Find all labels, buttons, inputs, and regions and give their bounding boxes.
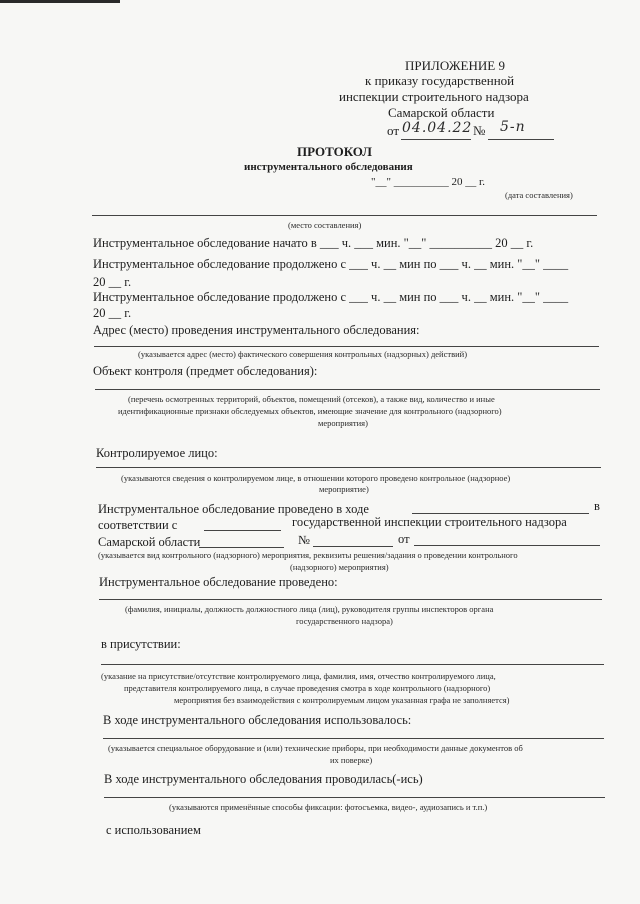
object-label: Объект контроля (предмет обследования): bbox=[93, 364, 318, 378]
fixation-caption: (указываются применённые способы фиксации: фотосъемка, видео-, аудиозапись и т.п.) bbox=[169, 802, 488, 812]
continued-year-2: 20 __ г. bbox=[93, 306, 132, 320]
object-caption-2: идентификационные признаки обследуемых объектов, имеющие значение для контрольного (надзорного) bbox=[118, 406, 502, 416]
presence-caption-3: мероприятия без взаимодействия с контролируемым лицом указанная графа не заполняется) bbox=[174, 695, 510, 705]
conducted-in-line-3: Самарской области bbox=[98, 535, 201, 549]
presence-label: в присутствии: bbox=[101, 637, 181, 651]
address-line bbox=[94, 346, 599, 347]
presence-caption-2: представителя контролируемого лица, в случае проведения смотра в ходе контрольного (надзорного) bbox=[124, 683, 491, 693]
conducted-in-caption-2: (надзорного) мероприятия) bbox=[290, 562, 389, 572]
date-caption: (дата составления) bbox=[505, 190, 573, 200]
conducted-by-label: Инструментальное обследование проведено: bbox=[99, 575, 338, 589]
address-label: Адрес (место) проведения инструментального обследования: bbox=[93, 323, 420, 337]
controlled-person-caption-2: мероприятие) bbox=[319, 484, 369, 494]
conducted-by-line bbox=[99, 599, 602, 600]
continued-line-1: Инструментальное обследование продолжено с ___ ч. __ мин по ___ ч. __ мин. "__" ____ bbox=[93, 257, 569, 271]
presence-caption-1: (указание на присутствие/отсутствие контролируемого лица, фамилия, имя, отчество контролируемого лица, bbox=[101, 671, 496, 681]
appendix-label: ПРИЛОЖЕНИЕ 9 bbox=[405, 58, 505, 73]
conducted-by-caption-1: (фамилия, инициалы, должность должностного лица (лиц), руководителя группы инспекторов органа bbox=[125, 604, 494, 614]
equipment-caption-2: их поверке) bbox=[330, 755, 373, 765]
order-number-line bbox=[488, 139, 554, 140]
protocol-title: ПРОТОКОЛ bbox=[297, 144, 372, 159]
using-label: с использованием bbox=[106, 823, 201, 837]
order-number-handwritten: 5-п bbox=[500, 119, 526, 135]
equipment-label: В ходе инструментального обследования использовалось: bbox=[103, 713, 412, 727]
date-field: "__" __________ 20 __ г. bbox=[371, 176, 486, 188]
order-line-4: Самарской области bbox=[388, 105, 495, 120]
order-date-handwritten: 04.04.22 bbox=[402, 120, 473, 136]
order-from-label: от bbox=[387, 123, 400, 138]
controlled-person-caption-1: (указываются сведения о контролируемом лице, в отношении которого проведено контрольное (надзорное) bbox=[121, 473, 511, 483]
conducted-in-line-1-end: в bbox=[594, 499, 600, 513]
conducted-by-caption-2: государственного надзора) bbox=[296, 616, 393, 626]
object-line bbox=[95, 389, 600, 390]
decision-number-field bbox=[313, 546, 393, 547]
conducted-in-line-2-rest: государственной инспекции строительного надзора bbox=[292, 515, 567, 529]
conducted-in-caption-1: (указывается вид контрольного (надзорного) мероприятия, реквизиты решения/задания о проведении контрольного bbox=[98, 550, 518, 560]
conducted-in-field-3 bbox=[199, 547, 284, 548]
continued-year-1: 20 __ г. bbox=[93, 275, 132, 289]
order-number-label: № bbox=[473, 123, 486, 138]
presence-line bbox=[101, 664, 604, 665]
decision-date-field bbox=[414, 545, 600, 546]
conducted-in-field-2 bbox=[204, 530, 281, 531]
conducted-in-line-1: Инструментальное обследование проведено в ходе bbox=[98, 502, 369, 516]
started-line: Инструментальное обследование начато в ___ ч. ___ мин. "__" __________ 20 __ г. bbox=[93, 236, 534, 250]
order-date-line bbox=[401, 139, 471, 140]
place-caption: (место составления) bbox=[288, 220, 362, 230]
equipment-caption-1: (указывается специальное оборудование и (или) технические приборы, при необходимости данные документов об bbox=[108, 743, 523, 753]
decision-number-label: № bbox=[298, 533, 310, 547]
address-caption: (указывается адрес (место) фактического совершения контрольных (надзорных) действий) bbox=[138, 349, 468, 359]
scan-edge-mark bbox=[0, 0, 120, 3]
conducted-in-field-1 bbox=[412, 513, 589, 514]
equipment-line bbox=[103, 738, 604, 739]
order-line-2: к приказу государственной bbox=[365, 73, 515, 88]
conducted-in-line-2: соответствии с bbox=[98, 518, 178, 532]
decision-date-label: от bbox=[398, 532, 410, 546]
continued-line-2: Инструментальное обследование продолжено с ___ ч. __ мин по ___ ч. __ мин. "__" ____ bbox=[93, 290, 569, 304]
object-caption-3: мероприятия) bbox=[318, 418, 368, 428]
place-line bbox=[92, 215, 597, 216]
controlled-person-label: Контролируемое лицо: bbox=[96, 446, 218, 460]
controlled-person-line bbox=[96, 467, 601, 468]
object-caption-1: (перечень осмотренных территорий, объектов, помещений (отсеков), а также вид, количество и иные bbox=[128, 394, 495, 404]
fixation-line bbox=[104, 797, 605, 798]
protocol-subtitle: инструментального обследования bbox=[244, 161, 413, 173]
fixation-label: В ходе инструментального обследования проводилась(-ись) bbox=[104, 772, 423, 786]
order-line-3: инспекции строительного надзора bbox=[339, 89, 529, 104]
